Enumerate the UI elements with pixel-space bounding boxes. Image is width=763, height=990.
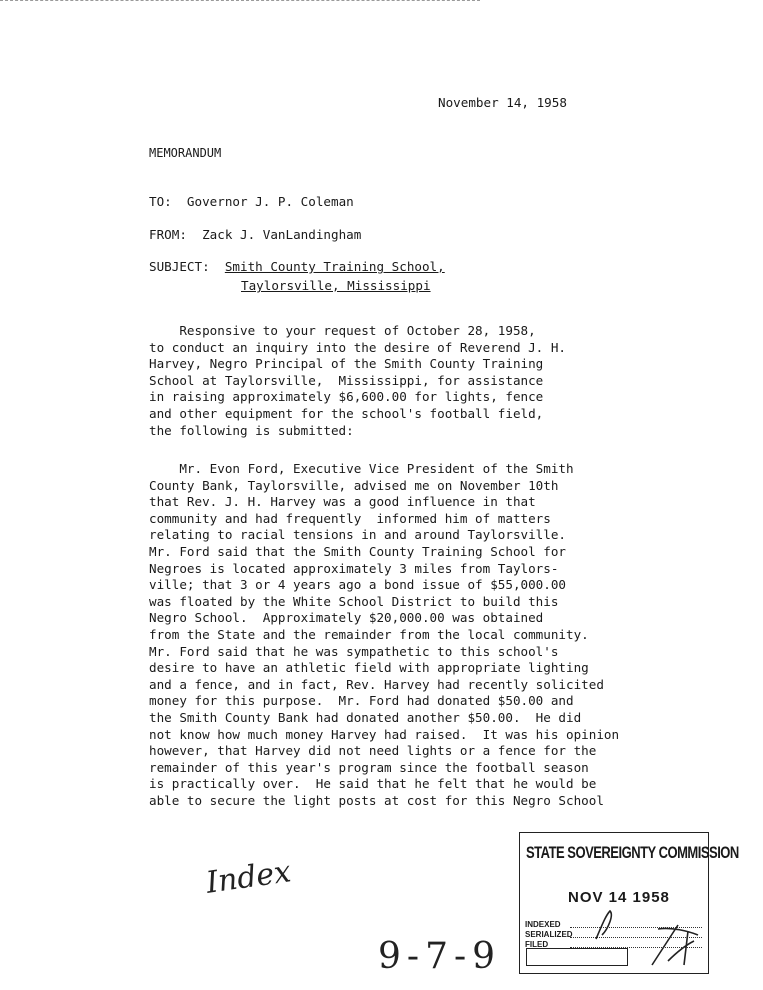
subject-value-1: Smith County Training School, <box>224 259 445 274</box>
text-line: community and had frequently informed him of matters <box>149 510 551 526</box>
text-line: Mr. Ford said that he was sympathetic to this school's <box>149 643 559 659</box>
text-line: money for this purpose. Mr. Ford had donated $50.00 and <box>149 693 574 709</box>
paragraph-2 <box>149 461 709 809</box>
text-line: relating to racial tensions in and around Taylorsville. <box>149 527 567 543</box>
subject-line <box>149 261 445 274</box>
text-line: however, that Harvey did not need lights or a fence for the <box>149 743 597 759</box>
from-value: Zack J. VanLandingham <box>202 227 362 242</box>
to-line <box>149 196 354 209</box>
text-line: and other equipment for the school's football field, <box>149 405 544 421</box>
stamp-title: STATE SOVEREIGNTY COMMISSION <box>526 843 739 862</box>
text-line: Negro School. Approximately $20,000.00 was obtained <box>149 610 544 626</box>
paragraph-1 <box>149 323 709 439</box>
handwritten-index-note: Index <box>203 854 294 901</box>
text-line: Harvey, Negro Principal of the Smith County Training <box>149 356 544 372</box>
stamp-initial-mark <box>588 905 628 945</box>
text-line: not know how much money Harvey had raised. It was his opinion <box>149 726 620 742</box>
memo-date: November 14, 1958 <box>438 95 567 110</box>
text-line: the Smith County Bank had donated another $50.00. He did <box>149 709 582 725</box>
to-value: Governor J. P. Coleman <box>186 194 354 209</box>
text-line: to conduct an inquiry into the desire of Reverend J. H. <box>149 339 567 355</box>
stamp-filed-label: FILED <box>525 940 549 949</box>
handwritten-file-code: 9-7-9 <box>378 936 502 977</box>
text-line: School at Taylorsville, Mississippi, for assistance <box>149 372 544 388</box>
text-line: Mr. Ford said that the Smith County Training School for <box>149 543 567 559</box>
text-line: the following is submitted: <box>149 422 354 438</box>
text-line: able to secure the light posts at cost for this Negro School <box>149 792 604 808</box>
text-line: Responsive to your request of October 28, 1958, <box>149 323 536 338</box>
text-line: desire to have an athletic field with appropriate lighting <box>149 660 589 676</box>
stamp-box <box>526 948 628 966</box>
from-line <box>149 229 361 242</box>
from-label: FROM: <box>149 227 187 242</box>
text-line: ville; that 3 or 4 years ago a bond issue of $55,000.00 <box>149 577 567 593</box>
subject-value-2: Taylorsville, Mississippi <box>241 278 431 293</box>
text-line: and a fence, and in fact, Rev. Harvey had recently solicited <box>149 676 604 692</box>
text-line: County Bank, Taylorsville, advised me on November 10th <box>149 477 559 493</box>
text-line: is practically over. He said that he felt that he would be <box>149 776 597 792</box>
commission-stamp <box>519 832 739 974</box>
stamp-indexed-label: INDEXED <box>525 920 561 929</box>
stamp-serialized-label: SERIALIZED <box>525 930 573 939</box>
text-line: remainder of this year's program since the football season <box>149 759 589 775</box>
top-border <box>0 0 480 1</box>
stamp-signature-mark <box>648 921 704 969</box>
text-line: in raising approximately $6,600.00 for lights, fence <box>149 389 544 405</box>
stamp-date: NOV 14 1958 <box>568 889 670 906</box>
to-label: TO: <box>149 194 172 209</box>
text-line: that Rev. J. H. Harvey was a good influence in that <box>149 494 536 510</box>
text-line: Mr. Evon Ford, Executive Vice President of the Smith <box>149 461 574 476</box>
text-line: Negroes is located approximately 3 miles from Taylors- <box>149 560 559 576</box>
memo-title: MEMORANDUM <box>149 146 222 160</box>
text-line: was floated by the White School District to build this <box>149 593 559 609</box>
subject-label: SUBJECT: <box>149 259 210 274</box>
text-line: from the State and the remainder from the local community. <box>149 626 589 642</box>
